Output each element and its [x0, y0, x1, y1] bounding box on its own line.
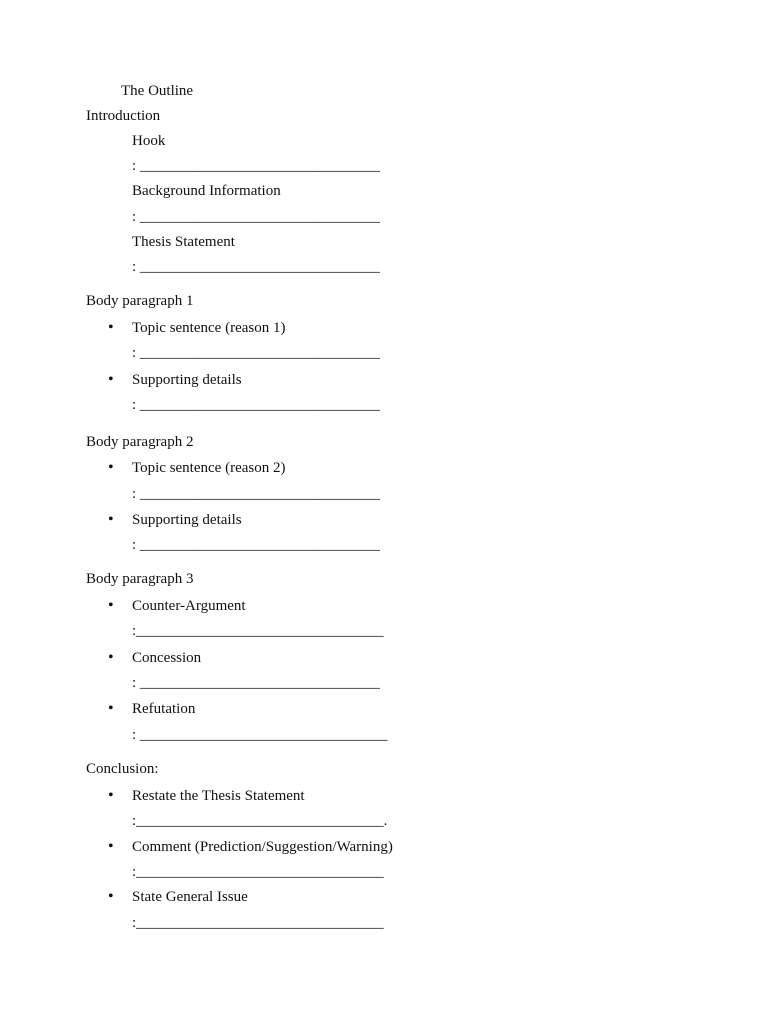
conclusion-comment-blank: :_________________________________ — [132, 864, 384, 880]
bullet-icon: • — [108, 597, 114, 614]
thesis-blank: : ________________________________ — [132, 259, 380, 275]
conclusion-general-label: State General Issue — [132, 889, 248, 905]
hook-label: Hook — [132, 133, 166, 149]
body3-concession-blank: : ________________________________ — [132, 675, 380, 691]
body2-support-label: Supporting details — [132, 512, 242, 528]
page-title: The Outline — [121, 83, 194, 99]
body3-concession-label: Concession — [132, 650, 202, 666]
bullet-icon: • — [108, 459, 114, 476]
body2-topic-label: Topic sentence (reason 2) — [132, 460, 286, 476]
body1-topic-label: Topic sentence (reason 1) — [132, 320, 286, 336]
bullet-icon: • — [108, 888, 114, 905]
conclusion-restate-blank: :_________________________________. — [132, 813, 388, 829]
body3-counter-blank: :_________________________________ — [132, 623, 384, 639]
body2-topic-blank: : ________________________________ — [132, 486, 380, 502]
bullet-icon: • — [108, 371, 114, 388]
body1-support-blank: : ________________________________ — [132, 397, 380, 413]
body3-heading: Body paragraph 3 — [86, 571, 194, 587]
body1-heading: Body paragraph 1 — [86, 293, 194, 309]
body3-counter-label: Counter-Argument — [132, 598, 246, 614]
body2-heading: Body paragraph 2 — [86, 434, 194, 450]
bullet-icon: • — [108, 319, 114, 336]
conclusion-restate-label: Restate the Thesis Statement — [132, 788, 305, 804]
bullet-icon: • — [108, 838, 114, 855]
bullet-icon: • — [108, 649, 114, 666]
conclusion-heading: Conclusion: — [86, 761, 159, 777]
body1-support-label: Supporting details — [132, 372, 242, 388]
introduction-heading: Introduction — [86, 108, 161, 124]
background-blank: : ________________________________ — [132, 209, 380, 225]
thesis-label: Thesis Statement — [132, 234, 235, 250]
conclusion-comment-label: Comment (Prediction/Suggestion/Warning) — [132, 839, 393, 855]
bullet-icon: • — [108, 700, 114, 717]
bullet-icon: • — [108, 511, 114, 528]
body3-refutation-blank: : _________________________________ — [132, 727, 388, 743]
body3-refutation-label: Refutation — [132, 701, 196, 717]
body2-support-blank: : ________________________________ — [132, 537, 380, 553]
background-label: Background Information — [132, 183, 281, 199]
hook-blank: : ________________________________ — [132, 158, 380, 174]
bullet-icon: • — [108, 787, 114, 804]
conclusion-general-blank: :_________________________________ — [132, 915, 384, 931]
body1-topic-blank: : ________________________________ — [132, 345, 380, 361]
